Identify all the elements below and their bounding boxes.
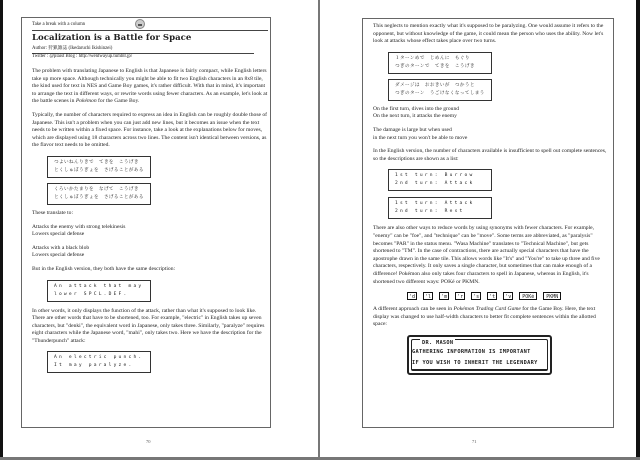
pkmn-tile: PKMN	[543, 292, 561, 300]
english-text-box	[47, 351, 151, 373]
author-line: Author: 狩猟雑誌 (Ikedaruchi Ikishinzei)	[32, 46, 113, 51]
contraction-tile: 'l	[425, 294, 432, 301]
box-line: 1st turn: Burrow	[395, 173, 475, 179]
box-line: ダメージは おおきいが つかうと	[395, 82, 475, 88]
left-page-content	[32, 19, 268, 379]
dialog-speaker: DR. MASON	[422, 339, 454, 346]
translation-line: Lowers special defense	[32, 231, 85, 238]
box-line: つぎのターンで てきを こうげき	[395, 63, 475, 69]
paragraph-text: A different approach can be seen in	[373, 306, 454, 313]
twitter-blog-line: Twitter : @plaist Blog : http://wentwayup.tumblr.jp/	[32, 53, 254, 60]
box-line: １ターンめで じめんに もぐり	[395, 55, 470, 61]
paragraph-text: The problem with translating Japanese to English is that Japanese is fairly compact, while English letters take up more space. Although technically you might be able to fit two English characters in an 8x8 tile, the kind used for text in NES and Game Boy games, it's rather difficult. With that in mind, it's important to arrange the text in different ways, or rewrite words using fewer characters. As an example, let's look at the battle scenes in	[32, 68, 268, 105]
right-page-content	[373, 23, 609, 375]
box-line: An attack that may	[54, 283, 144, 289]
paragraph-text: for the Game Boy. Here, the text display was changed to use half-width characters to better fit complete sentences within the allotted space:	[373, 306, 596, 328]
translation-line: On the first turn, dives into the ground	[373, 105, 460, 112]
author-mascot-icon	[135, 19, 145, 29]
translation-block	[32, 224, 268, 239]
contraction-tile: 's	[473, 294, 480, 301]
english-text-box	[388, 169, 492, 191]
left-page	[3, 0, 318, 457]
box-line: つよいねんりきで てきを こうげき	[54, 159, 139, 165]
contraction-tile: 'd	[409, 294, 416, 301]
paragraph-text: for the Game Boy.	[96, 98, 140, 105]
poke-tile: POKé	[519, 292, 537, 300]
box-line: とくしゅぼうぎょを さげることがある	[54, 167, 144, 173]
box-line: 2nd turn: Attack	[395, 181, 475, 187]
right-page	[320, 0, 636, 457]
japanese-text-box	[47, 183, 151, 205]
paragraph: In other words, it only displays the function of the attack, rather than what it's supposed to look like. There are other words that have to be shortened, too. For example, "electric" in English takes up seven characters, but "denki", the equivalent word in Japanese, only takes three. Similarly, "paralyze" requires eight characters while the Japanese word, "mahi", only takes two. Here we have the description for the "Thunderpunch" attack:	[32, 307, 265, 344]
game-title-italic: Pokémon Trading Card Game	[453, 306, 521, 313]
dialog-line: GATHERING INFORMATION IS IMPORTANT	[412, 348, 531, 355]
dialog-line: IF YOU WISH TO INHERIT THE LEGENDARY	[412, 358, 547, 370]
paragraph: These translate to:	[32, 209, 74, 216]
contraction-tile: 't	[489, 294, 496, 301]
box-line: 1st turn: Attack	[395, 201, 475, 207]
japanese-text-box	[388, 52, 492, 74]
box-line: つぎのターン うごけなくなってしまう	[395, 90, 485, 96]
english-text-box	[388, 197, 492, 219]
translation-block	[373, 127, 609, 142]
box-line: くろいかたまりを なげて こうげき	[54, 186, 139, 192]
translation-block	[32, 245, 268, 260]
game-title-italic: Pokémon	[75, 98, 97, 105]
translation-block	[373, 106, 609, 121]
article-title: Localization is a Battle for Space	[32, 33, 192, 43]
box-line: An electric punch.	[54, 355, 144, 361]
paragraph: There are also other ways to reduce words by using synonyms with fewer characters. For example, "enemy" can be "foe", and "technique" can be "move". Some terms are abbreviated, as "paralysis" becomes "PAR" in the status menu. "Wasa Machine" translates to "Technical Machine", but gets shortened to "TM". In the case of contractions, there are actually special characters that have the apostrophe drawn in the same tile. This allows words like "It's" and "You're" to take up three and five characters, respectively. It only saves a single character, but sometimes that can make enough of a difference! Pokémon also only takes four characters to spell in Japanese, whereas in English, it's shortened two different ways: POKé or PKMN.	[373, 225, 600, 285]
box-line: とくしゅぼうぎょを さげることがある	[54, 194, 144, 200]
translation-line: Attacks the enemy with strong telekinesis	[32, 223, 126, 230]
japanese-text-box	[388, 79, 492, 101]
box-line: lower SPCL.DEF.	[54, 291, 129, 297]
translation-line: Attacks with a black blob	[32, 244, 90, 251]
contraction-tile: 'r	[457, 294, 464, 301]
game-dialog-screenshot	[407, 335, 552, 375]
contraction-tiles-row	[407, 292, 609, 300]
viewer-right-edge	[636, 0, 640, 457]
column-header	[32, 19, 268, 31]
paragraph	[373, 306, 609, 329]
translation-line: Lowers special defense	[32, 252, 85, 259]
box-line: 2nd turn: Rest	[395, 209, 465, 215]
translation-line: On the next turn, it attacks the enemy	[373, 113, 457, 120]
contraction-tile: 'v	[505, 294, 512, 301]
translation-line: in the next turn you won't be able to move	[373, 134, 468, 141]
paragraph: Typically, the number of characters required to express an idea in English can be roughly double those of Japanese. This isn't a problem when you can just add new lines, but it becomes an issue when the text needs to be written within a fixed space. For instance, take a look at the explanations below for moves, which are displayed using 18 characters across two lines. The content isn't identical between versions, as the flavor text needs to be omitted.	[32, 111, 268, 149]
paragraph: In the English version, the number of characters available is insufficient to spell out complete sentences, so the descriptions are shown as a list:	[373, 148, 607, 162]
paragraph: This neglects to mention exactly what it's supposed to be paralyzing. One would assume it refers to the opponent, but without knowledge of the game, it could mean the person who uses the ability. Now let's look at attacks whose effect takes place over two turns.	[373, 23, 604, 45]
english-text-box	[47, 280, 151, 302]
paragraph: But in the English version, they both have the same description:	[32, 265, 176, 272]
translation-line: The damage is large but when used	[373, 126, 452, 133]
paragraph	[32, 68, 268, 106]
japanese-text-box	[47, 156, 151, 178]
box-line: It may paralyze.	[54, 363, 134, 369]
page-number: 71	[472, 439, 477, 444]
page-number: 70	[146, 439, 151, 444]
contraction-tile: 'm	[441, 294, 448, 301]
column-label: Take a break with a column	[32, 22, 86, 27]
